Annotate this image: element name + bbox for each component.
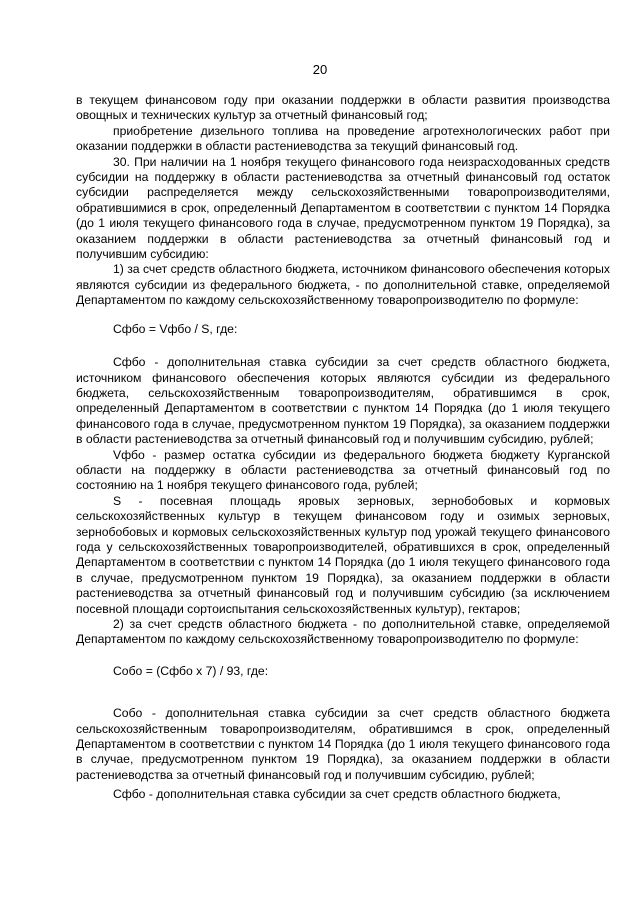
paragraph-subclause-1: 1) за счет средств областного бюджета, источником финансового обеспечения которых являются субсидии из федерального бюджета, - по дополнительной ставке, определяемой Департаментом по каждому сельскохозяйственному товаропроизводителю по формуле: (76, 262, 611, 308)
definition-s: S - посевная площадь яровых зерновых, зернобобовых и кормовых сельскохозяйственных культур в текущем финансовом году и озимых зерновых, зернобобовых и кормовых сельскохозяйственных культур под урожай текущего финансового года у сельскохозяйственных товаропроизводителей, обратившихся в срок, определенный Департаментом в соответствии с пунктом 14 Порядка (до 1 июля текущего финансового года в случае, предусмотренном пунктом 19 Порядка), за оказанием поддержки в области растениеводства за отчетный финансовый год и получившим субсидию (за исключением посевной площади сортоиспытания сельскохозяйственных культур), гектаров; (76, 493, 610, 616)
definition-sfbo: Сфбо - дополнительная ставка субсидии за счет средств областного бюджета, источником финансового обеспечения которых являются субсидии из федерального бюджета, сельскохозяйственным товаропроизводителям, обратившимся в срок, определенный Департаментом в соответствии с пунктом 14 Порядка (до 1 июля текущего финансового года в случае, предусмотренном пунктом 19 Порядка), за оказанием поддержки в области растениеводства за отчетный финансовый год и получившим субсидию, рублей; (76, 355, 610, 447)
formula-sobo: Собо = (Сфбо x 7) / 93, где: (113, 663, 269, 678)
formula-sfbo: Сфбо = Vфбо / S, где: (113, 321, 238, 336)
definition-sfbo-repeat: Сфбо - дополнительная ставка субсидии за счет средств областного бюджета, (113, 787, 561, 802)
paragraph-diesel-fuel: приобретение дизельного топлива на проведение агротехнологических работ при оказании поддержки в области растениеводства за текущий финансовый год. (76, 123, 610, 154)
paragraph-continuation: в текущем финансовом году при оказании поддержки в области развития производства овощных и технических культур за отчетный финансовый год; (76, 93, 610, 123)
paragraph-clause-30: 30. При наличии на 1 ноября текущего финансового года неизрасходованных средств субсидии на поддержку в области растениеводства за отчетный финансовый год остаток субсидии распределяется между сельскохозяйственными товаропроизводителями, обратившимися в срок, определенный Департаментом в соответствии с пунктом 14 Порядка (до 1 июля текущего финансового года в случае, предусмотренном пунктом 19 Порядка), за оказанием поддержки в области растениеводства за отчетный финансовый год и получившим субсидию: (76, 154, 610, 262)
definition-sobo: Собо - дополнительная ставка субсидии за счет средств областного бюджета сельскохозяйственным товаропроизводителям, обратившимся в срок, определенный Департаментом в соответствии с пунктом 14 Порядка (до 1 июля текущего финансового года в случае, предусмотренном пунктом 19 Порядка), за оказанием поддержки в области растениеводства за отчетный финансовый год и получившим субсидию, рублей; (76, 706, 610, 782)
definition-vfbo: Vфбо - размер остатка субсидии из федерального бюджета бюджету Курганской области на поддержку в области растениеводства за отчетный финансовый год по состоянию на 1 ноября текущего финансового года, рублей; (76, 447, 610, 493)
document-body (76, 93, 610, 803)
paragraph-subclause-2: 2) за счет средств областного бюджета - по дополнительной ставке, определяемой Департаментом по каждому сельскохозяйственному товаропроизводителю по формуле: (76, 617, 610, 647)
page-number: 20 (312, 62, 328, 77)
